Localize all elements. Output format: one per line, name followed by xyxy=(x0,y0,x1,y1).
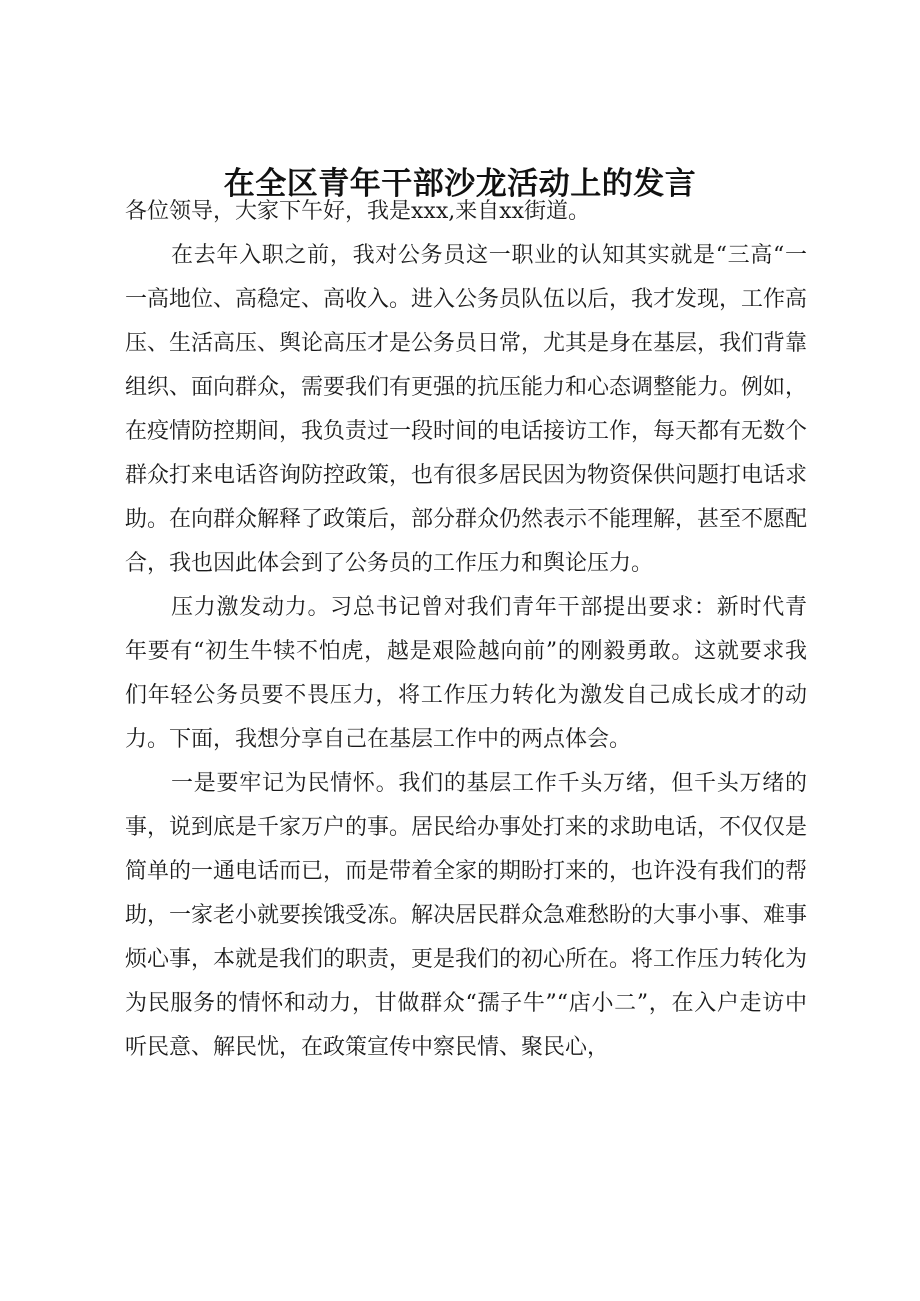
greeting-paragraph: 各位领导，大家下午好，我是xxx,来自xx街道。 xyxy=(125,199,591,224)
paragraph-2: 压力激发动力。习总书记曾对我们青年干部提出要求：新时代青年要有“初生牛犊不怕虎，越是艰险越向前”的刚毅勇敢。这就要求我们年轻公务员要不畏压力，将工作压力转化为激发自己成长成才的动力。下面，我想分享自己在基层工作中的两点体会。 xyxy=(125,595,807,752)
paragraph-3: 一是要牢记为民情怀。我们的基层工作千头万绪，但千头万绪的事，说到底是千家万户的事。居民给办事处打来的求助电话，不仅仅是简单的一通电话而已，而是带着全家的期盼打来的，也许没有我们的帮助，一家老小就要挨饿受冻。解决居民群众急难愁盼的大事小事、难事烦心事，本就是我们的职责，更是我们的初心所在。将工作压力转化为为民服务的情怀和动力，甘做群众“孺子牛”“店小二”，在入户走访中听民意、解民忧，在政策宣传中察民情、聚民心， xyxy=(125,771,808,1060)
paragraph-1: 在去年入职之前，我对公务员这一职业的认知其实就是“三高“一一高地位、高稳定、高收入。进入公务员队伍以后，我才发现，工作高压、生活高压、舆论高压才是公务员日常，尤其是身在基层，我们背靠组织、面向群众，需要我们有更强的抗压能力和心态调整能力。例如，在疫情防控期间，我负责过一段时间的电话接访工作，每天都有无数个群众打来电话咨询防控政策，也有很多居民因为物资保供问题打电话求助。在向群众解释了政策后，部分群众仍然表示不能理解，甚至不愿配合，我也因此体会到了公务员的工作压力和舆论压力。 xyxy=(125,243,808,576)
document-body xyxy=(125,190,807,1070)
document-title: 在全区青年干部沙龙活动上的发言 xyxy=(223,166,697,202)
